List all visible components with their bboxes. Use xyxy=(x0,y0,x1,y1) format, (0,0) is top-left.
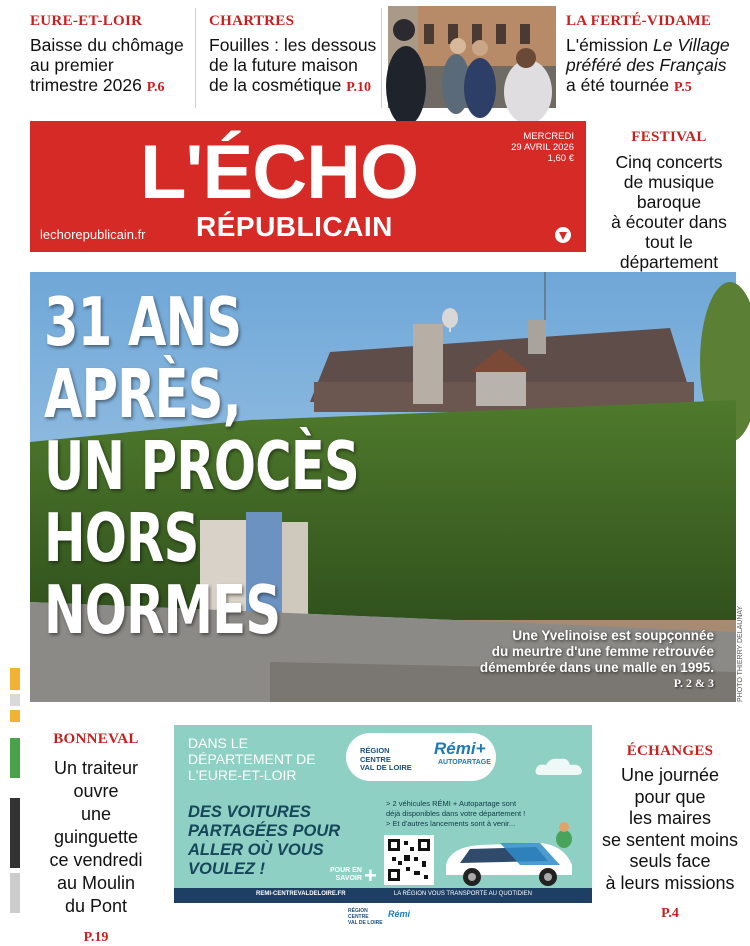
teaser-kicker: ÉCHANGES xyxy=(626,743,714,759)
ad-foot-logos xyxy=(174,903,592,927)
photo-credit: PHOTO THIERRY DELAUNAY xyxy=(737,605,744,702)
masthead-url[interactable]: lechorepublicain.fr xyxy=(40,227,146,242)
divider xyxy=(381,8,382,108)
masthead-logo-icon xyxy=(554,226,572,244)
page-ref: P.5 xyxy=(674,80,692,95)
masthead-subtitle: RÉPUBLICAIN xyxy=(196,211,393,242)
teaser-eure-et-loir[interactable] xyxy=(30,13,190,98)
masthead xyxy=(30,121,586,252)
teaser-text: Une journée pour que les maires se sentent moins seuls face à leurs missions xyxy=(601,765,739,893)
ad-region-logo: RÉGION CENTRE VAL DE LOIRE xyxy=(360,746,412,772)
teaser-festival[interactable] xyxy=(596,129,742,292)
teaser-text: Baisse du chômage au premier trimestre 2026 P.6 xyxy=(30,35,184,95)
ad-intro: DANS LE DÉPARTEMENT DE L'EURE-ET-LOIR xyxy=(188,735,316,783)
teaser-text: Fouilles : les dessous de la future maison de la cosmétique P.10 xyxy=(209,35,377,95)
teaser-text: Cinq concerts de musique baroque à écouter dans tout le département xyxy=(611,152,727,272)
teaser-bonneval[interactable] xyxy=(40,731,152,946)
teaser-text: Un traiteur ouvre une guinguette ce vendredi au Moulin du Pont xyxy=(49,758,143,916)
teaser-chartres[interactable] xyxy=(209,13,379,98)
ad-cta-text: POUR EN SAVOIR xyxy=(330,867,362,882)
teaser-ferte-vidame[interactable] xyxy=(566,13,746,98)
plus-icon: + xyxy=(364,863,377,888)
village-photo-image xyxy=(388,6,556,108)
ad-car-illustration xyxy=(440,825,580,889)
divider xyxy=(195,8,196,108)
ad-slogan: LA RÉGION VOUS TRANSPORTE AU QUOTIDIEN xyxy=(393,891,532,897)
hero-story[interactable] xyxy=(30,272,736,702)
ad-foot-region: RÉGION CENTRE VAL DE LOIRE xyxy=(348,908,383,926)
page-ref: P.4 xyxy=(661,906,679,921)
ad-bullets: > 2 véhicules RÉMI + Autopartage sont déjà disponibles dans votre département ! > Et d'autres lancements sont à venir... xyxy=(386,799,526,828)
page-ref: P.10 xyxy=(346,80,371,95)
ad-headline: DES VOITURES PARTAGÉES POUR ALLER OÙ VOUS VOULEZ ! xyxy=(188,803,341,878)
ad-url[interactable]: REMI-CENTREVALDELOIRE.FR xyxy=(256,891,346,897)
ad-brand-sub: AUTOPARTAGE xyxy=(438,759,491,766)
ad-remi-autopartage[interactable] xyxy=(174,725,592,903)
ad-brand: Rémi+ xyxy=(434,739,486,758)
teaser-echanges[interactable] xyxy=(600,743,740,922)
teaser-kicker: CHARTRES xyxy=(209,13,295,29)
left-edge-strip xyxy=(8,668,22,918)
qr-code-icon[interactable] xyxy=(384,835,434,885)
teaser-kicker: EURE-ET-LOIR xyxy=(30,13,143,29)
page-ref: P.6 xyxy=(146,80,165,95)
ad-footer-bar xyxy=(174,888,592,903)
teaser-kicker: BONNEVAL xyxy=(53,731,139,747)
hero-headline: 31 ANS APRÈS, UN PROCÈS HORS NORMES xyxy=(44,283,359,649)
village-photo[interactable] xyxy=(388,6,556,108)
hero-subline: Une Yvelinoise est soupçonnée du meurtre d'une femme retrouvée démembrée dans une malle en 1995. xyxy=(479,628,714,675)
cloud-icon xyxy=(534,755,584,777)
masthead-title: L'ÉCHO xyxy=(140,130,419,215)
ad-foot-brand: Rémi xyxy=(388,909,411,919)
masthead-date-price: MERCREDI 29 AVRIL 2026 1,60 € xyxy=(511,131,574,164)
teaser-kicker: FESTIVAL xyxy=(631,129,707,145)
page-ref: P.19 xyxy=(83,930,109,945)
teaser-text: L'émission Le Village préféré des Français a été tournée P.5 xyxy=(566,35,730,95)
hero-page-ref: P. 2 & 3 xyxy=(673,676,714,690)
teaser-kicker: LA FERTÉ-VIDAME xyxy=(566,13,712,29)
